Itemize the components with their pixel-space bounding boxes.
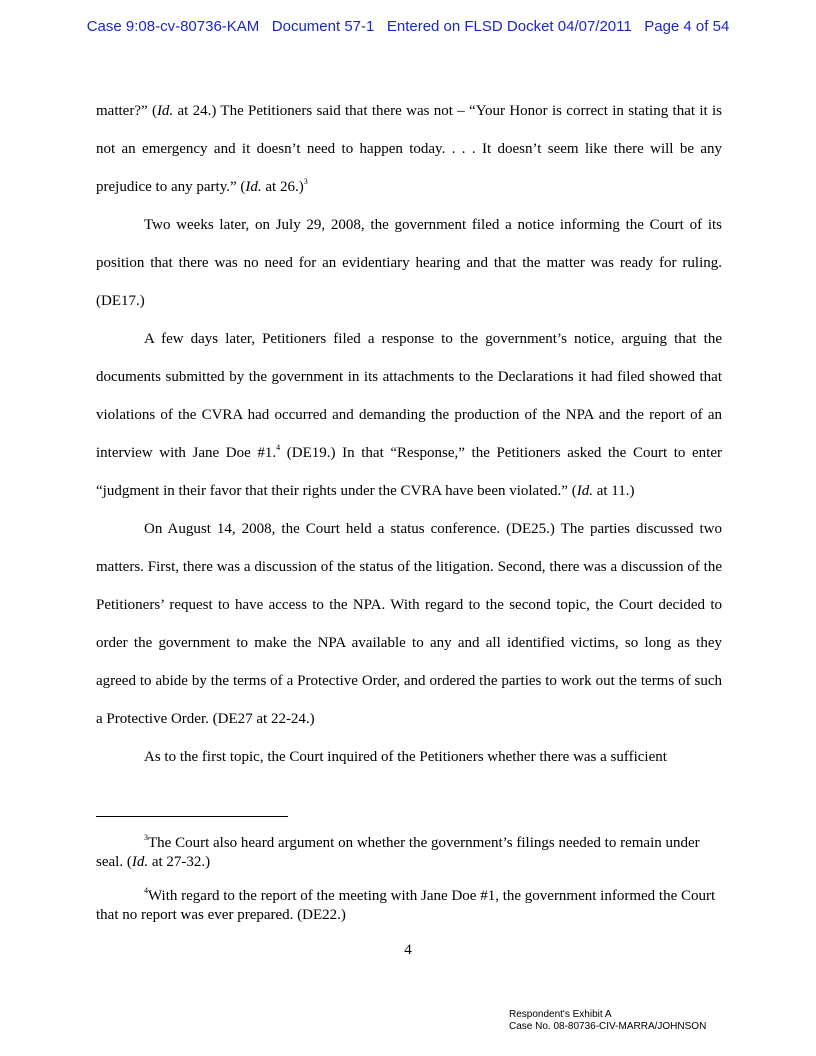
paragraph-5: As to the first topic, the Court inquired of the Petitioners whether there was a sufficient bbox=[144, 749, 667, 765]
footnote-3: $^3$The Court also heard argument on whether the government’s filings needed to remain under seal. (Id. at 27-32.) bbox=[96, 833, 700, 870]
footnote-ref-3: 3 bbox=[303, 177, 308, 186]
paragraph-4: On August 14, 2008, the Court held a status conference. (DE25.) The parties discussed two matters. First, there was a discussion of the status of the litigation. Second, there was a discussion of the Petitioners’ request to have access to the NPA. With regard to the second topic, the Court decided to order the government to make the NPA available to any and all identified victims, so long as they agreed to abide by the terms of a Protective Order, and ordered the parties to work out the terms of such a Protective Order. (DE27 at 22-24.) bbox=[96, 521, 722, 727]
page-number: 4 bbox=[404, 942, 412, 958]
paragraph-2: Two weeks later, on July 29, 2008, the government filed a notice informing the Court of its position that there was no need for an evidentiary hearing and that the matter was ready for ruling. (DE17.) bbox=[96, 217, 722, 309]
exhibit-case-number: Case No. 08-80736-CIV-MARRA/JOHNSON bbox=[509, 1021, 707, 1032]
docket-header: Case 9:08-cv-80736-KAM Document 57-1 Entered on FLSD Docket 04/07/2011 Page 4 of 54 bbox=[86, 18, 730, 35]
exhibit-stamp bbox=[509, 1009, 706, 1033]
exhibit-label: Respondent's Exhibit A bbox=[509, 1009, 612, 1020]
footnotes bbox=[96, 834, 722, 940]
paragraph-3: A few days later, Petitioners filed a response to the government’s notice, arguing that the documents submitted by the government in its attachments to the Declarations it had filed showed that violations of the CVRA had occurred and demanding the production of the NPA and the report of an interview with Jane Doe #1.$^4$ (DE19.) In that “Response,” the Petitioners asked the Court to enter “judgment in their favor that their rights under the CVRA have been violated.” (Id. at 11.) bbox=[96, 331, 722, 499]
footnote-ref-4: 4 bbox=[276, 443, 281, 452]
document-body bbox=[96, 92, 722, 776]
footnote-divider bbox=[96, 816, 288, 817]
footnote-4: $^4$With regard to the report of the meeting with Jane Doe #1, the government informed the Court that no report was ever prepared. (DE22.) bbox=[96, 886, 716, 923]
paragraph-1: matter?” (Id. at 24.) The Petitioners said that there was not – “Your Honor is correct in stating that it is not an emergency and it doesn’t need to happen today. . . . It doesn’t seem like there will be any prejudice to any party.” (Id. at 26.)$^3$ bbox=[96, 103, 722, 195]
